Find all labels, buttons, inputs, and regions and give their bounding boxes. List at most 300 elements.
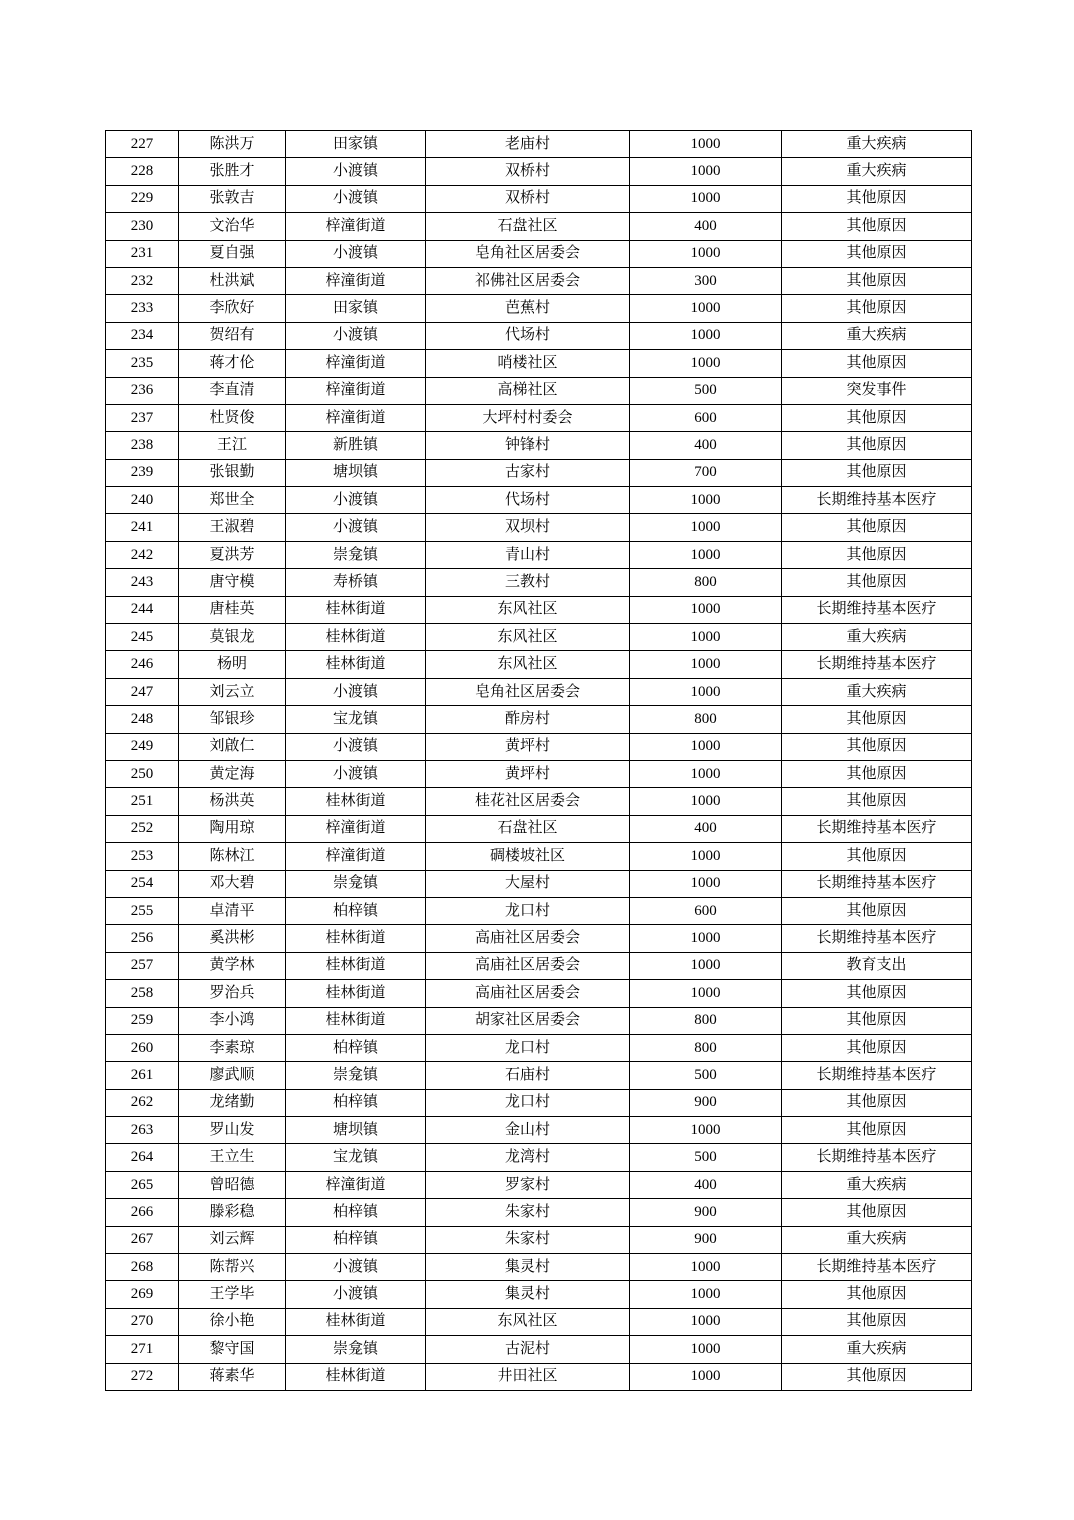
row-number-cell: 238: [106, 432, 179, 459]
reason-cell: 长期维持基本医疗: [782, 1144, 972, 1171]
amount-cell: 1000: [630, 295, 782, 322]
row-number-cell: 228: [106, 158, 179, 185]
amount-cell: 1000: [630, 843, 782, 870]
town-cell: 小渡镇: [286, 322, 426, 349]
town-cell: 小渡镇: [286, 678, 426, 705]
amount-cell: 800: [630, 569, 782, 596]
village-cell: 代场村: [426, 322, 630, 349]
row-number-cell: 254: [106, 870, 179, 897]
row-number-cell: 229: [106, 185, 179, 212]
village-cell: 双桥村: [426, 185, 630, 212]
table-row: [106, 925, 972, 952]
reason-cell: 其他原因: [782, 1199, 972, 1226]
person-name-cell: 黄定海: [179, 760, 286, 787]
town-cell: 小渡镇: [286, 760, 426, 787]
person-name-cell: 黄学林: [179, 952, 286, 979]
table-row: [106, 158, 972, 185]
person-name-cell: 郑世全: [179, 487, 286, 514]
reason-cell: 其他原因: [782, 213, 972, 240]
person-name-cell: 刘啟仁: [179, 733, 286, 760]
table-row: [106, 760, 972, 787]
reason-cell: 教育支出: [782, 952, 972, 979]
reason-cell: 其他原因: [782, 541, 972, 568]
table-row: [106, 404, 972, 431]
village-cell: 东风社区: [426, 596, 630, 623]
reason-cell: 重大疾病: [782, 624, 972, 651]
row-number-cell: 230: [106, 213, 179, 240]
reason-cell: 其他原因: [782, 569, 972, 596]
person-name-cell: 陈洪万: [179, 131, 286, 158]
town-cell: 崇龛镇: [286, 870, 426, 897]
reason-cell: 长期维持基本医疗: [782, 596, 972, 623]
village-cell: 古家村: [426, 459, 630, 486]
reason-cell: 长期维持基本医疗: [782, 1254, 972, 1281]
person-name-cell: 杨明: [179, 651, 286, 678]
town-cell: 桂林街道: [286, 596, 426, 623]
village-cell: 高梯社区: [426, 377, 630, 404]
amount-cell: 500: [630, 1062, 782, 1089]
row-number-cell: 258: [106, 980, 179, 1007]
village-cell: 石盘社区: [426, 213, 630, 240]
amount-cell: 800: [630, 1034, 782, 1061]
row-number-cell: 242: [106, 541, 179, 568]
village-cell: 皂角社区居委会: [426, 678, 630, 705]
row-number-cell: 260: [106, 1034, 179, 1061]
reason-cell: 重大疾病: [782, 678, 972, 705]
amount-cell: 1000: [630, 678, 782, 705]
village-cell: 钟锋村: [426, 432, 630, 459]
table-row: [106, 322, 972, 349]
amount-cell: 1000: [630, 514, 782, 541]
person-name-cell: 贺绍有: [179, 322, 286, 349]
table-row: [106, 267, 972, 294]
town-cell: 梓潼街道: [286, 404, 426, 431]
village-cell: 双坝村: [426, 514, 630, 541]
reason-cell: 长期维持基本医疗: [782, 815, 972, 842]
reason-cell: 其他原因: [782, 733, 972, 760]
village-cell: 罗家村: [426, 1171, 630, 1198]
town-cell: 柏梓镇: [286, 897, 426, 924]
village-cell: 代场村: [426, 487, 630, 514]
person-name-cell: 文治华: [179, 213, 286, 240]
village-cell: 石庙村: [426, 1062, 630, 1089]
reason-cell: 其他原因: [782, 1007, 972, 1034]
village-cell: 龙口村: [426, 1089, 630, 1116]
row-number-cell: 240: [106, 487, 179, 514]
town-cell: 柏梓镇: [286, 1226, 426, 1253]
town-cell: 梓潼街道: [286, 267, 426, 294]
row-number-cell: 265: [106, 1171, 179, 1198]
row-number-cell: 246: [106, 651, 179, 678]
person-name-cell: 曾昭德: [179, 1171, 286, 1198]
reason-cell: 其他原因: [782, 788, 972, 815]
table-row: [106, 350, 972, 377]
row-number-cell: 261: [106, 1062, 179, 1089]
person-name-cell: 廖武顺: [179, 1062, 286, 1089]
person-name-cell: 陈帮兴: [179, 1254, 286, 1281]
village-cell: 黄坪村: [426, 760, 630, 787]
person-name-cell: 陈林江: [179, 843, 286, 870]
table-row: [106, 980, 972, 1007]
person-name-cell: 蒋素华: [179, 1363, 286, 1390]
row-number-cell: 266: [106, 1199, 179, 1226]
amount-cell: 900: [630, 1089, 782, 1116]
amount-cell: 1000: [630, 596, 782, 623]
town-cell: 桂林街道: [286, 952, 426, 979]
table-row: [106, 432, 972, 459]
table-row: [106, 569, 972, 596]
person-name-cell: 王江: [179, 432, 286, 459]
reason-cell: 重大疾病: [782, 1171, 972, 1198]
reason-cell: 重大疾病: [782, 1226, 972, 1253]
grant-table: [105, 130, 972, 1391]
reason-cell: 其他原因: [782, 1117, 972, 1144]
town-cell: 梓潼街道: [286, 377, 426, 404]
grant-table-body: [106, 131, 972, 1391]
table-row: [106, 185, 972, 212]
village-cell: 高庙社区居委会: [426, 925, 630, 952]
amount-cell: 1000: [630, 350, 782, 377]
reason-cell: 长期维持基本医疗: [782, 487, 972, 514]
person-name-cell: 卓清平: [179, 897, 286, 924]
row-number-cell: 262: [106, 1089, 179, 1116]
row-number-cell: 236: [106, 377, 179, 404]
reason-cell: 其他原因: [782, 1363, 972, 1390]
town-cell: 崇龛镇: [286, 541, 426, 568]
table-row: [106, 843, 972, 870]
town-cell: 小渡镇: [286, 240, 426, 267]
town-cell: 田家镇: [286, 295, 426, 322]
reason-cell: 长期维持基本医疗: [782, 870, 972, 897]
table-row: [106, 1089, 972, 1116]
person-name-cell: 刘云辉: [179, 1226, 286, 1253]
village-cell: 酢房村: [426, 706, 630, 733]
row-number-cell: 251: [106, 788, 179, 815]
amount-cell: 400: [630, 815, 782, 842]
town-cell: 桂林街道: [286, 1007, 426, 1034]
village-cell: 朱家村: [426, 1226, 630, 1253]
table-row: [106, 706, 972, 733]
table-row: [106, 240, 972, 267]
row-number-cell: 245: [106, 624, 179, 651]
town-cell: 梓潼街道: [286, 213, 426, 240]
amount-cell: 1000: [630, 980, 782, 1007]
village-cell: 东风社区: [426, 624, 630, 651]
town-cell: 塘坝镇: [286, 1117, 426, 1144]
table-row: [106, 870, 972, 897]
amount-cell: 1000: [630, 870, 782, 897]
amount-cell: 900: [630, 1226, 782, 1253]
village-cell: 龙口村: [426, 1034, 630, 1061]
town-cell: 小渡镇: [286, 185, 426, 212]
row-number-cell: 259: [106, 1007, 179, 1034]
person-name-cell: 唐桂英: [179, 596, 286, 623]
amount-cell: 1000: [630, 1308, 782, 1335]
reason-cell: 其他原因: [782, 404, 972, 431]
reason-cell: 其他原因: [782, 514, 972, 541]
reason-cell: 其他原因: [782, 1034, 972, 1061]
reason-cell: 其他原因: [782, 459, 972, 486]
table-row: [106, 213, 972, 240]
amount-cell: 1000: [630, 1117, 782, 1144]
amount-cell: 1000: [630, 131, 782, 158]
row-number-cell: 247: [106, 678, 179, 705]
town-cell: 柏梓镇: [286, 1089, 426, 1116]
reason-cell: 其他原因: [782, 843, 972, 870]
village-cell: 大坪村村委会: [426, 404, 630, 431]
reason-cell: 长期维持基本医疗: [782, 925, 972, 952]
village-cell: 芭蕉村: [426, 295, 630, 322]
table-row: [106, 733, 972, 760]
person-name-cell: 李素琼: [179, 1034, 286, 1061]
row-number-cell: 249: [106, 733, 179, 760]
village-cell: 皂角社区居委会: [426, 240, 630, 267]
person-name-cell: 罗山发: [179, 1117, 286, 1144]
table-row: [106, 815, 972, 842]
amount-cell: 600: [630, 897, 782, 924]
village-cell: 碉楼坡社区: [426, 843, 630, 870]
town-cell: 柏梓镇: [286, 1199, 426, 1226]
reason-cell: 其他原因: [782, 897, 972, 924]
row-number-cell: 244: [106, 596, 179, 623]
amount-cell: 1000: [630, 1336, 782, 1363]
town-cell: 小渡镇: [286, 1281, 426, 1308]
amount-cell: 800: [630, 706, 782, 733]
village-cell: 老庙村: [426, 131, 630, 158]
reason-cell: 其他原因: [782, 980, 972, 1007]
table-row: [106, 678, 972, 705]
row-number-cell: 267: [106, 1226, 179, 1253]
village-cell: 哨楼社区: [426, 350, 630, 377]
person-name-cell: 刘云立: [179, 678, 286, 705]
row-number-cell: 233: [106, 295, 179, 322]
person-name-cell: 徐小艳: [179, 1308, 286, 1335]
person-name-cell: 张敦吉: [179, 185, 286, 212]
town-cell: 柏梓镇: [286, 1034, 426, 1061]
table-row: [106, 1281, 972, 1308]
person-name-cell: 王淑碧: [179, 514, 286, 541]
town-cell: 桂林街道: [286, 651, 426, 678]
reason-cell: 重大疾病: [782, 1336, 972, 1363]
amount-cell: 300: [630, 267, 782, 294]
amount-cell: 600: [630, 404, 782, 431]
table-row: [106, 1007, 972, 1034]
town-cell: 桂林街道: [286, 624, 426, 651]
row-number-cell: 268: [106, 1254, 179, 1281]
row-number-cell: 250: [106, 760, 179, 787]
table-row: [106, 377, 972, 404]
town-cell: 小渡镇: [286, 733, 426, 760]
town-cell: 桂林街道: [286, 1308, 426, 1335]
town-cell: 新胜镇: [286, 432, 426, 459]
village-cell: 高庙社区居委会: [426, 952, 630, 979]
row-number-cell: 257: [106, 952, 179, 979]
table-row: [106, 1171, 972, 1198]
amount-cell: 1000: [630, 925, 782, 952]
table-row: [106, 1363, 972, 1390]
row-number-cell: 231: [106, 240, 179, 267]
amount-cell: 500: [630, 377, 782, 404]
table-row: [106, 1254, 972, 1281]
reason-cell: 其他原因: [782, 1308, 972, 1335]
amount-cell: 1000: [630, 240, 782, 267]
table-row: [106, 1336, 972, 1363]
person-name-cell: 唐守模: [179, 569, 286, 596]
person-name-cell: 杜贤俊: [179, 404, 286, 431]
table-row: [106, 624, 972, 651]
person-name-cell: 张银勤: [179, 459, 286, 486]
table-row: [106, 1062, 972, 1089]
person-name-cell: 杨洪英: [179, 788, 286, 815]
town-cell: 寿桥镇: [286, 569, 426, 596]
row-number-cell: 264: [106, 1144, 179, 1171]
village-cell: 三教村: [426, 569, 630, 596]
reason-cell: 其他原因: [782, 1281, 972, 1308]
village-cell: 古泥村: [426, 1336, 630, 1363]
town-cell: 崇龛镇: [286, 1336, 426, 1363]
reason-cell: 长期维持基本医疗: [782, 651, 972, 678]
table-row: [106, 295, 972, 322]
row-number-cell: 271: [106, 1336, 179, 1363]
village-cell: 青山村: [426, 541, 630, 568]
person-name-cell: 李欣好: [179, 295, 286, 322]
person-name-cell: 王学毕: [179, 1281, 286, 1308]
village-cell: 桂花社区居委会: [426, 788, 630, 815]
row-number-cell: 235: [106, 350, 179, 377]
amount-cell: 1000: [630, 541, 782, 568]
person-name-cell: 李直清: [179, 377, 286, 404]
person-name-cell: 蒋才伦: [179, 350, 286, 377]
row-number-cell: 239: [106, 459, 179, 486]
town-cell: 梓潼街道: [286, 350, 426, 377]
table-row: [106, 897, 972, 924]
amount-cell: 1000: [630, 1281, 782, 1308]
reason-cell: 重大疾病: [782, 131, 972, 158]
table-row: [106, 788, 972, 815]
table-row: [106, 514, 972, 541]
amount-cell: 1000: [630, 1363, 782, 1390]
amount-cell: 1000: [630, 487, 782, 514]
town-cell: 小渡镇: [286, 514, 426, 541]
village-cell: 黄坪村: [426, 733, 630, 760]
person-name-cell: 王立生: [179, 1144, 286, 1171]
reason-cell: 其他原因: [782, 185, 972, 212]
town-cell: 塘坝镇: [286, 459, 426, 486]
town-cell: 宝龙镇: [286, 1144, 426, 1171]
amount-cell: 1000: [630, 322, 782, 349]
person-name-cell: 邹银珍: [179, 706, 286, 733]
town-cell: 宝龙镇: [286, 706, 426, 733]
table-row: [106, 1199, 972, 1226]
row-number-cell: 243: [106, 569, 179, 596]
row-number-cell: 253: [106, 843, 179, 870]
person-name-cell: 奚洪彬: [179, 925, 286, 952]
village-cell: 龙湾村: [426, 1144, 630, 1171]
table-row: [106, 952, 972, 979]
amount-cell: 1000: [630, 788, 782, 815]
amount-cell: 800: [630, 1007, 782, 1034]
reason-cell: 其他原因: [782, 350, 972, 377]
table-row: [106, 651, 972, 678]
reason-cell: 重大疾病: [782, 158, 972, 185]
town-cell: 梓潼街道: [286, 815, 426, 842]
village-cell: 金山村: [426, 1117, 630, 1144]
town-cell: 小渡镇: [286, 1254, 426, 1281]
reason-cell: 其他原因: [782, 295, 972, 322]
reason-cell: 其他原因: [782, 267, 972, 294]
town-cell: 桂林街道: [286, 1363, 426, 1390]
village-cell: 集灵村: [426, 1254, 630, 1281]
amount-cell: 1000: [630, 760, 782, 787]
table-row: [106, 1144, 972, 1171]
table-row: [106, 596, 972, 623]
table-row: [106, 131, 972, 158]
amount-cell: 400: [630, 432, 782, 459]
row-number-cell: 248: [106, 706, 179, 733]
village-cell: 东风社区: [426, 651, 630, 678]
town-cell: 田家镇: [286, 131, 426, 158]
row-number-cell: 227: [106, 131, 179, 158]
amount-cell: 1000: [630, 624, 782, 651]
person-name-cell: 夏洪芳: [179, 541, 286, 568]
reason-cell: 长期维持基本医疗: [782, 1062, 972, 1089]
person-name-cell: 滕彩稳: [179, 1199, 286, 1226]
town-cell: 桂林街道: [286, 925, 426, 952]
amount-cell: 700: [630, 459, 782, 486]
row-number-cell: 255: [106, 897, 179, 924]
row-number-cell: 269: [106, 1281, 179, 1308]
person-name-cell: 张胜才: [179, 158, 286, 185]
table-row: [106, 487, 972, 514]
village-cell: 祁佛社区居委会: [426, 267, 630, 294]
table-row: [106, 1117, 972, 1144]
amount-cell: 1000: [630, 952, 782, 979]
village-cell: 东风社区: [426, 1308, 630, 1335]
person-name-cell: 陶用琼: [179, 815, 286, 842]
person-name-cell: 莫银龙: [179, 624, 286, 651]
reason-cell: 其他原因: [782, 1089, 972, 1116]
row-number-cell: 252: [106, 815, 179, 842]
reason-cell: 其他原因: [782, 706, 972, 733]
table-row: [106, 1034, 972, 1061]
row-number-cell: 241: [106, 514, 179, 541]
village-cell: 高庙社区居委会: [426, 980, 630, 1007]
reason-cell: 其他原因: [782, 240, 972, 267]
amount-cell: 400: [630, 213, 782, 240]
reason-cell: 其他原因: [782, 760, 972, 787]
town-cell: 崇龛镇: [286, 1062, 426, 1089]
town-cell: 桂林街道: [286, 788, 426, 815]
person-name-cell: 黎守国: [179, 1336, 286, 1363]
row-number-cell: 234: [106, 322, 179, 349]
village-cell: 龙口村: [426, 897, 630, 924]
town-cell: 梓潼街道: [286, 1171, 426, 1198]
town-cell: 小渡镇: [286, 158, 426, 185]
person-name-cell: 杜洪斌: [179, 267, 286, 294]
village-cell: 石盘社区: [426, 815, 630, 842]
reason-cell: 其他原因: [782, 432, 972, 459]
reason-cell: 突发事件: [782, 377, 972, 404]
village-cell: 井田社区: [426, 1363, 630, 1390]
amount-cell: 1000: [630, 1254, 782, 1281]
village-cell: 双桥村: [426, 158, 630, 185]
table-row: [106, 1308, 972, 1335]
row-number-cell: 263: [106, 1117, 179, 1144]
amount-cell: 500: [630, 1144, 782, 1171]
amount-cell: 1000: [630, 733, 782, 760]
person-name-cell: 邓大碧: [179, 870, 286, 897]
amount-cell: 1000: [630, 651, 782, 678]
